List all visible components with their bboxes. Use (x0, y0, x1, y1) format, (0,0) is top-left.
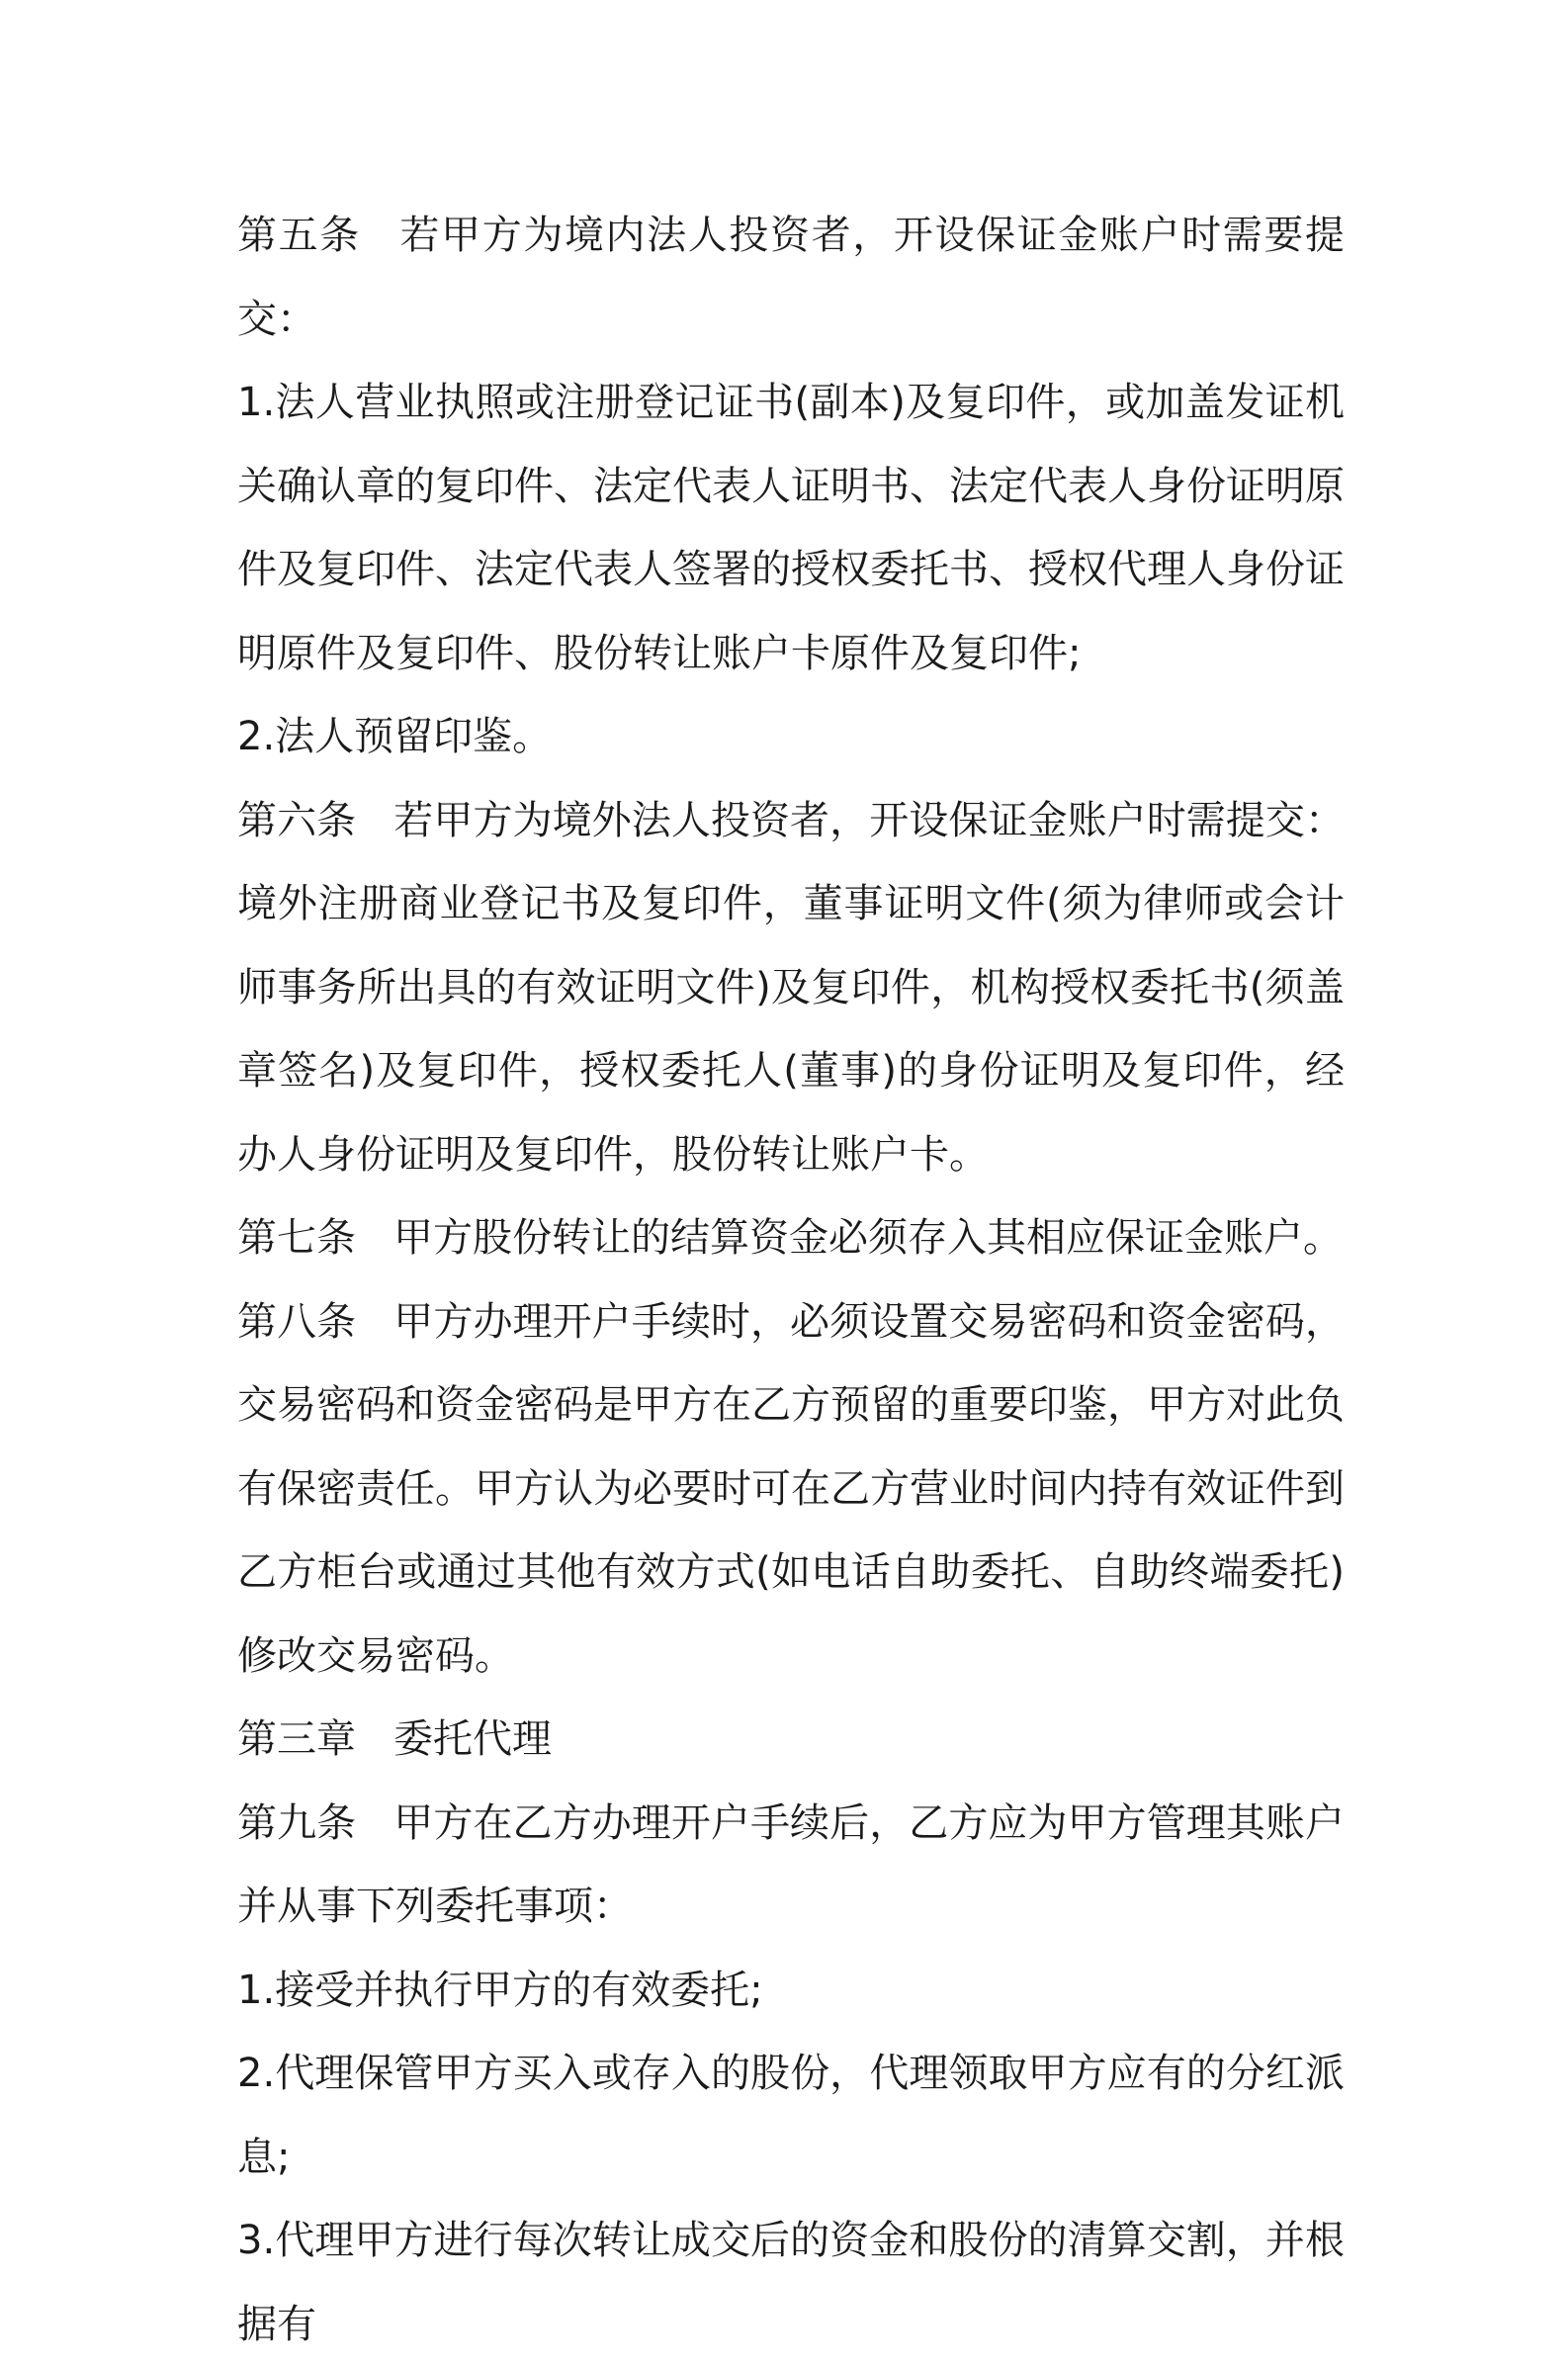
article-label: 第七条 (237, 1215, 356, 1261)
article-5 (237, 194, 1345, 361)
document-body (237, 194, 1345, 2366)
list-item-text: 1.接受并执行甲方的有效委托; (237, 1967, 763, 2013)
list-item (237, 361, 1345, 695)
article-label: 第九条 (237, 1799, 357, 1846)
article-label: 第八条 (237, 1298, 357, 1345)
article-text: 甲方在乙方办理开户手续后，乙方应为甲方管理其账户并从事下列委托事项： (237, 1799, 1346, 1929)
list-item (237, 2199, 1345, 2366)
list-item-text: 2.法人预留印鉴。 (237, 714, 553, 759)
list-item (237, 2032, 1345, 2199)
article-9 (237, 1782, 1345, 1949)
chapter-label: 第三章 (237, 1716, 356, 1762)
article-text: 甲方股份转让的结算资金必须存入其相应保证金账户。 (393, 1215, 1343, 1261)
list-item-text: 2.代理保管甲方买入或存入的股份，代理领取甲方应有的分红派息; (237, 2051, 1345, 2180)
article-label: 第六条 (237, 797, 357, 843)
article-text: 若甲方为境内法人投资者，开设保证金账户时需要提交： (237, 213, 1346, 342)
article-label: 第五条 (237, 213, 361, 258)
list-item (237, 695, 1345, 779)
list-item-text: 1.法人营业执照或注册登记证书(副本)及复印件，或加盖发证机关确认章的复印件、法定代表人证明书、法定代表人身份证明原件及复印件、法定代表人签署的授权委托书、授权代理人身份证明原件及复印件、股份转让账户卡原件及复印件; (237, 380, 1345, 676)
article-text: 甲方办理开户手续时，必须设置交易密码和资金密码，交易密码和资金密码是甲方在乙方预留的重要印鉴，甲方对此负有保密责任。甲方认为必要时可在乙方营业时间内持有效证件到乙方柜台或通过其他有效方式(如电话自助委托、自助终端委托)修改交易密码。 (237, 1298, 1346, 1679)
article-text: 若甲方为境外法人投资者，开设保证金账户时需提交：境外注册商业登记书及复印件，董事证明文件(须为律师或会计师事务所出具的有效证明文件)及复印件，机构授权委托书(须盖章签名)及复印件，授权委托人(董事)的身份证明及复印件，经办人身份证明及复印件，股份转让账户卡。 (237, 797, 1346, 1178)
list-item-text: 3.代理甲方进行每次转让成交后的资金和股份的清算交割，并根据有 (237, 2218, 1345, 2347)
chapter-heading (237, 1698, 1345, 1782)
list-item (237, 1949, 1345, 2033)
article-7 (237, 1196, 1345, 1280)
article-8 (237, 1280, 1345, 1699)
chapter-title: 委托代理 (393, 1716, 552, 1762)
article-6 (237, 779, 1345, 1197)
